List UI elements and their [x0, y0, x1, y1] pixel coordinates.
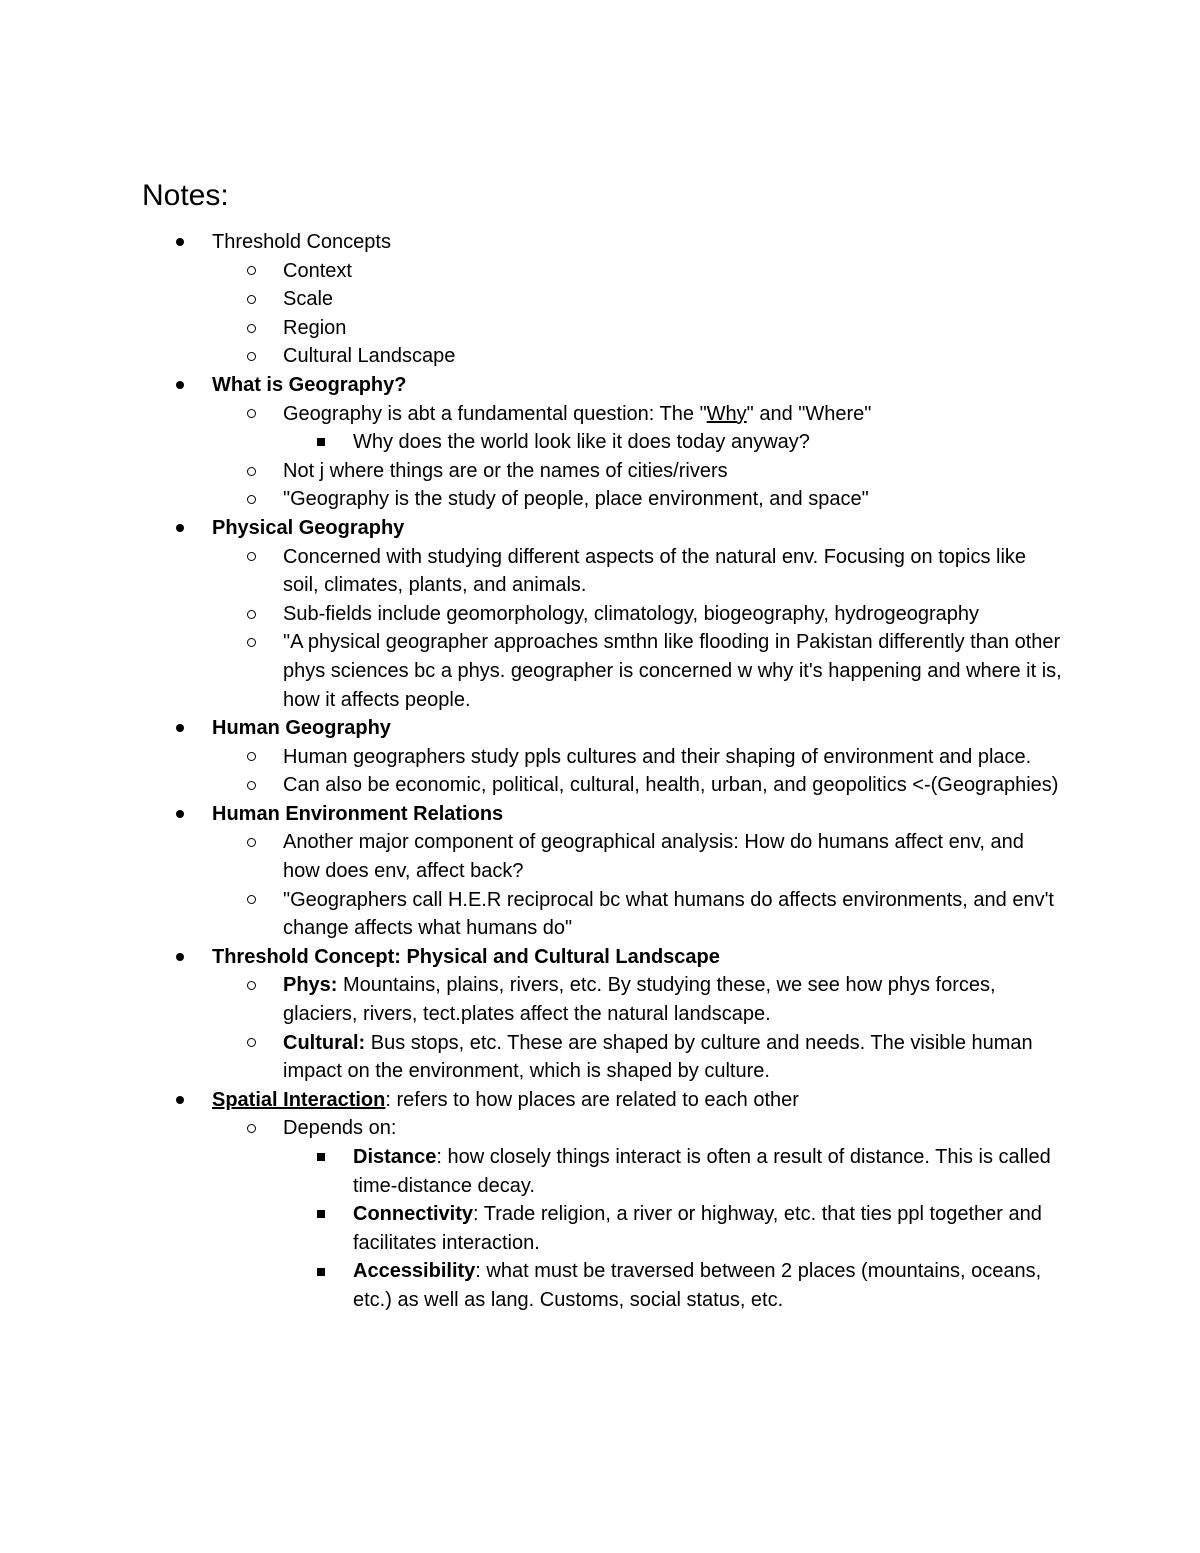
list-item: Not j where things are or the names of cities/rivers	[0, 457, 1063, 486]
section-heading: Physical Geography	[0, 514, 1062, 543]
square-bullet-icon	[317, 1200, 325, 1229]
list-item: Cultural Landscape	[0, 342, 1063, 371]
list-item: Geography is abt a fundamental question: The "Why" and "Where"	[0, 400, 1063, 429]
circle-bullet-icon	[247, 1114, 256, 1143]
list-item: "Geography is the study of people, place environment, and space"	[0, 485, 1063, 514]
disc-bullet-icon	[176, 943, 184, 972]
disc-bullet-icon	[176, 1086, 184, 1115]
disc-bullet-icon	[176, 800, 184, 829]
section-heading: Threshold Concept: Physical and Cultural Landscape	[0, 943, 1062, 972]
list-item: Human geographers study ppls cultures and their shaping of environment and place.	[0, 743, 1063, 772]
list-item: Distance: how closely things interact is often a result of distance. This is called time-distance decay.	[0, 1143, 1063, 1200]
list-item: Why does the world look like it does today anyway?	[0, 428, 1063, 457]
list-item: Concerned with studying different aspects of the natural env. Focusing on topics like soil, climates, plants, and animals.	[0, 543, 1063, 600]
page-title: Notes:	[142, 179, 229, 212]
circle-bullet-icon	[247, 628, 256, 657]
list-item: Sub-fields include geomorphology, climatology, biogeography, hydrogeography	[0, 600, 1063, 629]
list-item: Accessibility: what must be traversed between 2 places (mountains, oceans, etc.) as well as lang. Customs, social status, etc.	[0, 1257, 1063, 1314]
disc-bullet-icon	[176, 714, 184, 743]
square-bullet-icon	[317, 428, 325, 457]
list-item: Region	[0, 314, 1063, 343]
circle-bullet-icon	[247, 543, 256, 572]
square-bullet-icon	[317, 1143, 325, 1172]
disc-bullet-icon	[176, 371, 184, 400]
list-item: "A physical geographer approaches smthn like flooding in Pakistan differently than other phys sciences bc a phys. geographer is concerned w why it's happening and where it is, how it affects people.	[0, 628, 1063, 714]
circle-bullet-icon	[247, 886, 256, 915]
list-item: Threshold Concepts	[0, 228, 1062, 257]
section-heading: Human Geography	[0, 714, 1062, 743]
circle-bullet-icon	[247, 457, 256, 486]
circle-bullet-icon	[247, 257, 256, 286]
disc-bullet-icon	[176, 228, 184, 257]
list-item: Connectivity: Trade religion, a river or highway, etc. that ties ppl together and facilitates interaction.	[0, 1200, 1063, 1257]
section-heading: What is Geography?	[0, 371, 1062, 400]
list-item: Phys: Mountains, plains, rivers, etc. By studying these, we see how phys forces, glaciers, rivers, tect.plates affect the natural landscape.	[0, 971, 1063, 1028]
square-bullet-icon	[317, 1257, 325, 1286]
circle-bullet-icon	[247, 828, 256, 857]
circle-bullet-icon	[247, 400, 256, 429]
section-heading: Human Environment Relations	[0, 800, 1062, 829]
list-item: Another major component of geographical analysis: How do humans affect env, and how does env, affect back?	[0, 828, 1063, 885]
list-item: Context	[0, 257, 1063, 286]
list-item: "Geographers call H.E.R reciprocal bc what humans do affects environments, and env't change affects what humans do"	[0, 886, 1063, 943]
disc-bullet-icon	[176, 514, 184, 543]
list-item: Can also be economic, political, cultural, health, urban, and geopolitics <-(Geographies)	[0, 771, 1063, 800]
circle-bullet-icon	[247, 485, 256, 514]
section-heading: Spatial Interaction: refers to how places are related to each other	[0, 1086, 1062, 1115]
circle-bullet-icon	[247, 971, 256, 1000]
list-item: Depends on:	[0, 1114, 1063, 1143]
circle-bullet-icon	[247, 771, 256, 800]
notes-list	[0, 228, 1200, 1315]
circle-bullet-icon	[247, 342, 256, 371]
circle-bullet-icon	[247, 1029, 256, 1058]
circle-bullet-icon	[247, 285, 256, 314]
circle-bullet-icon	[247, 743, 256, 772]
circle-bullet-icon	[247, 600, 256, 629]
list-item: Scale	[0, 285, 1063, 314]
circle-bullet-icon	[247, 314, 256, 343]
list-item: Cultural: Bus stops, etc. These are shaped by culture and needs. The visible human impact on the environment, which is shaped by culture.	[0, 1029, 1063, 1086]
